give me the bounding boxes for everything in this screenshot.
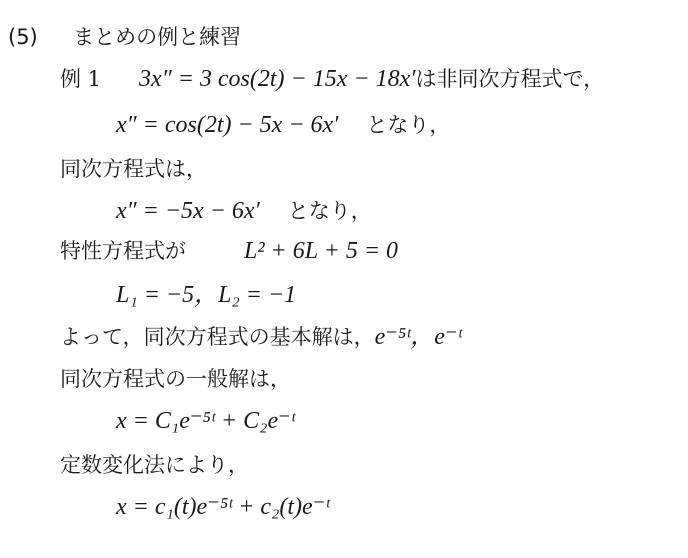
equation-general: x = C₁e⁻⁵ᵗ + C₂e⁻ᵗ — [116, 408, 295, 434]
text-becomes-1: となり， — [366, 113, 451, 137]
equation-roots: L₁ = −5，L₂ = −1 — [116, 282, 297, 308]
general-eq-line — [116, 406, 295, 436]
text-homogeneous: 同次方程式は， — [60, 157, 207, 181]
variation-eq-line — [116, 492, 329, 522]
text-fundamental: よって，同次方程式の基本解は， — [60, 325, 375, 349]
equation-homogeneous: x″ = −5x − 6x′ — [116, 198, 260, 224]
characteristic-line — [60, 236, 398, 266]
text-variation: 定数変化法により， — [60, 453, 249, 477]
text-general: 同次方程式の一般解は， — [60, 367, 291, 391]
rearranged-line — [116, 110, 450, 140]
roots-line — [116, 280, 296, 310]
equation-original: 3x″ = 3 cos(2t) − 15x − 18x′ — [139, 66, 416, 92]
text-nonhomogeneous: は非同次方程式で， — [415, 67, 605, 91]
fundamental-line — [60, 322, 462, 352]
equation-characteristic: L² + 6L + 5 = 0 — [244, 238, 399, 264]
equation-variation: x = c₁(t)e⁻⁵ᵗ + c₂(t)e⁻ᵗ — [116, 494, 330, 520]
homogeneous-label-line — [60, 154, 207, 184]
example-line — [60, 64, 604, 94]
equation-fundamental: e⁻⁵ᵗ，e⁻ᵗ — [374, 324, 462, 350]
section-heading — [8, 22, 241, 52]
text-characteristic: 特性方程式が — [60, 239, 186, 263]
section-title: まとめの例と練習 — [73, 25, 242, 49]
equation-rearranged: x″ = cos(2t) − 5x − 6x′ — [116, 112, 339, 138]
section-number: (5) — [8, 25, 38, 49]
general-label-line — [60, 364, 291, 394]
text-becomes-2: となり， — [287, 199, 372, 223]
homogeneous-eq-line — [116, 196, 372, 226]
example-label: 例 1 — [60, 67, 102, 91]
variation-label-line — [60, 450, 249, 480]
